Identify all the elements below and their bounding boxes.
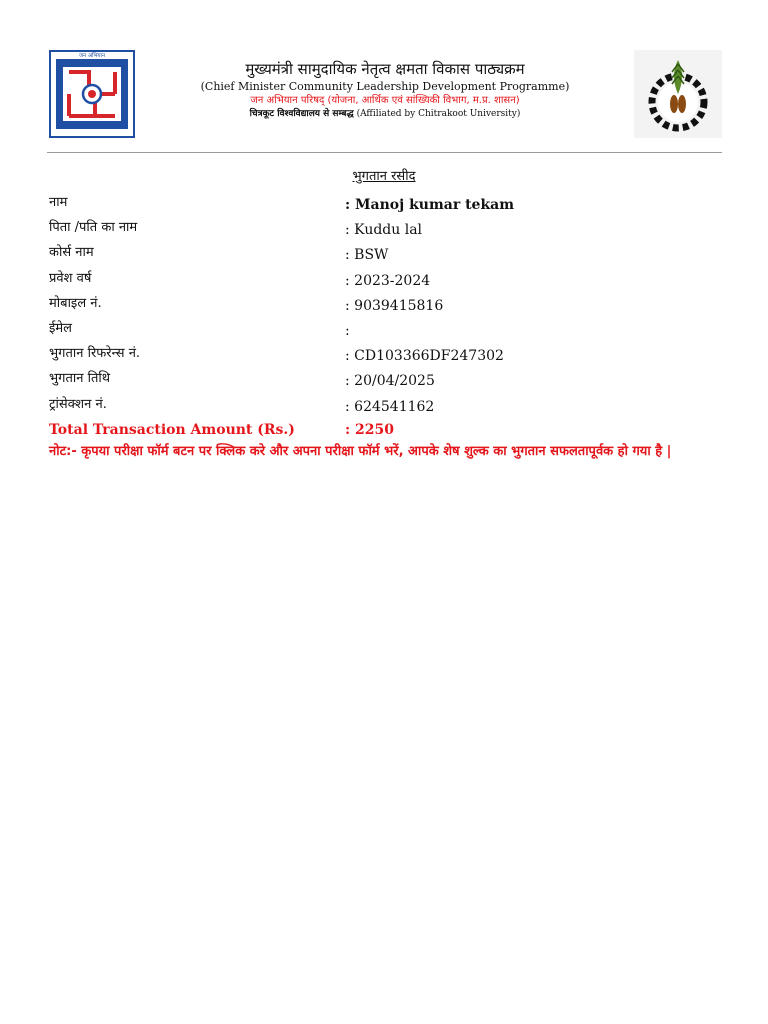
row-email	[49, 318, 729, 343]
value-payment-reference: : CD103366DF247302	[345, 348, 504, 365]
program-title-hindi: मुख्यमंत्री सामुदायिक नेतृत्व क्षमता विकास पाठ्यक्रम	[245, 60, 525, 78]
label-payment-reference: भुगतान रिफरेन्स नं.	[49, 346, 141, 362]
value-email: :	[345, 322, 350, 339]
label-total-amount: Total Transaction Amount (Rs.)	[49, 421, 295, 438]
header-divider	[47, 152, 722, 153]
receipt-title: भुगतान रसीद	[352, 169, 416, 184]
row-course-name	[49, 242, 729, 267]
label-mobile: मोबाइल नं.	[49, 295, 102, 311]
row-admission-year	[49, 268, 729, 293]
row-father-husband-name	[49, 217, 729, 242]
value-payment-date: : 20/04/2025	[345, 373, 435, 390]
row-payment-reference	[49, 343, 729, 368]
value-mobile: : 9039415816	[345, 297, 444, 314]
value-total-amount: : 2250	[345, 421, 395, 438]
label-email: ईमेल	[49, 320, 72, 336]
row-mobile	[49, 293, 729, 318]
row-transaction-number	[49, 394, 729, 419]
value-father-husband-name: : Kuddu lal	[345, 222, 423, 239]
affiliation-line	[150, 108, 620, 121]
label-transaction-number: ट्रांसेक्शन नं.	[49, 396, 107, 412]
label-name: नाम	[49, 195, 68, 210]
row-total-amount	[49, 419, 729, 439]
value-transaction-number: : 624541162	[345, 398, 435, 415]
label-father-husband-name: पिता /पति का नाम	[49, 220, 138, 236]
receipt-details	[49, 192, 729, 439]
value-admission-year: : 2023-2024	[345, 272, 431, 289]
value-course-name: : BSW	[345, 247, 389, 264]
affiliation-english: (Affiliated by Chitrakoot University)	[356, 109, 521, 119]
chitrakoot-university-logo	[634, 50, 722, 138]
value-name: : Manoj kumar tekam	[345, 197, 515, 213]
label-admission-year: प्रवेश वर्ष	[49, 270, 92, 286]
department-line: जन अभियान परिषद् (योजना, आर्थिक एवं सांख्यिकी विभाग, म.प्र. शासन)	[250, 95, 520, 106]
receipt-header	[0, 0, 768, 150]
payment-note: नोट:- कृपया परीक्षा फॉर्म बटन पर क्लिक करे और अपना परीक्षा फॉर्म भरें, आपके शेष शुल्क का भुगतान सफलतापूर्वक हो गया है |	[49, 444, 672, 459]
program-title-english: (Chief Minister Community Leadership Development Programme)	[200, 80, 570, 93]
jan-abhiyan-logo	[49, 50, 135, 138]
header-text	[150, 58, 620, 121]
logo-caption: जन अभियान	[78, 53, 106, 59]
row-payment-date	[49, 368, 729, 393]
affiliation-hindi: चित्रकूट विश्वविद्यालय से सम्बद्ध	[249, 109, 354, 119]
row-name	[49, 192, 729, 217]
label-payment-date: भुगतान तिथि	[49, 371, 111, 387]
label-course-name: कोर्स नाम	[49, 245, 94, 261]
